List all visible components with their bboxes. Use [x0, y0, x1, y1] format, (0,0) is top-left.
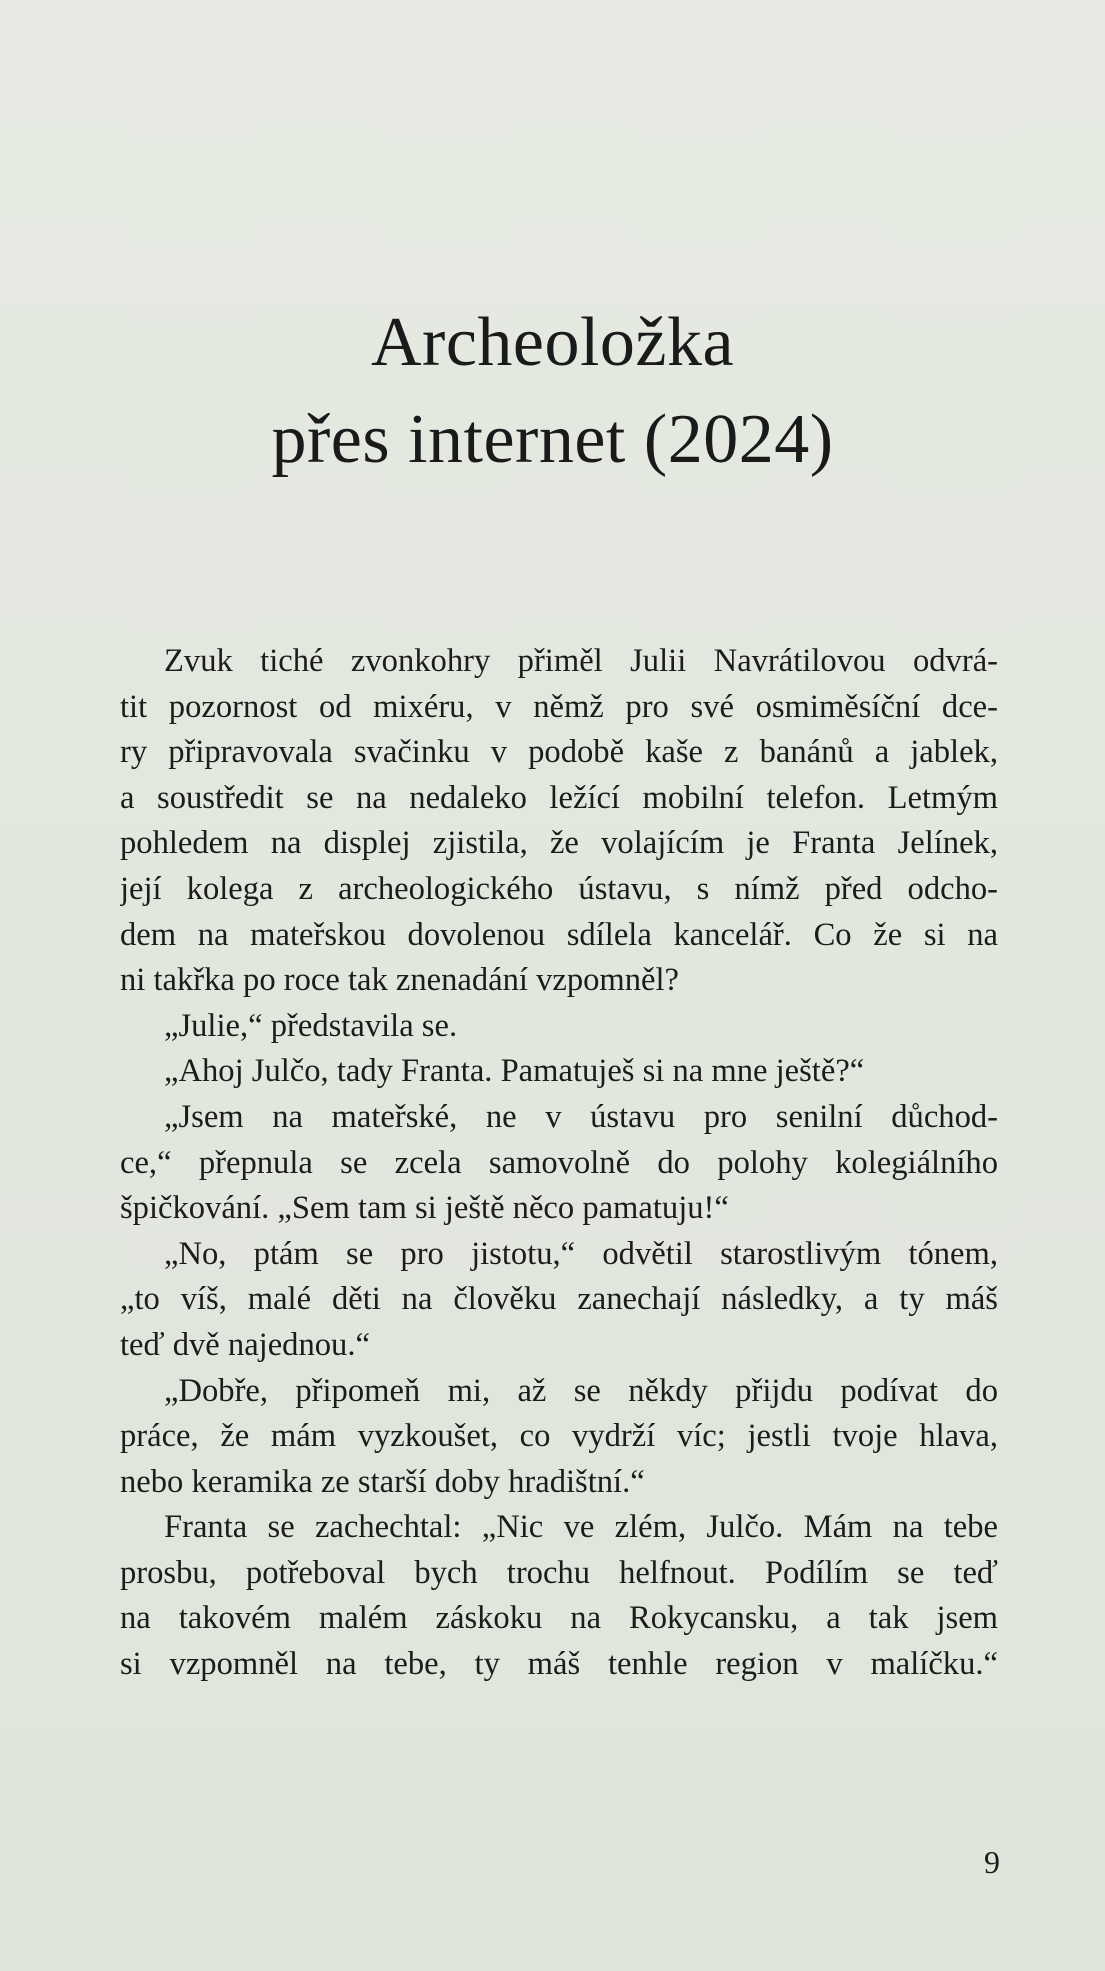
- text-line: ry připravovala svačinku v podobě kaše z banánů a jablek,: [120, 734, 998, 771]
- text-line: „Ahoj Julčo, tady Franta. Pamatuješ si na mne ještě?“: [164, 1053, 865, 1090]
- text-line: dem na mateřskou dovolenou sdílela kancelář. Co že si na: [120, 916, 998, 953]
- text-line: „Dobře, připomeň mi, až se někdy přijdu podívat do: [164, 1372, 998, 1409]
- text-line: ni takřka po roce tak znenadání vzpomněl?: [120, 962, 680, 999]
- text-line: pohledem na displej zjistila, že volajícím je Franta Jelínek,: [120, 825, 998, 862]
- text-line: nebo keramika ze starší doby hradištní.“: [120, 1463, 645, 1500]
- text-line: práce, že mám vyzkoušet, co vydrží víc; jestli tvoje hlava,: [120, 1418, 998, 1455]
- text-line: prosbu, potřeboval bych trochu helfnout. Podílím se teď: [120, 1554, 998, 1591]
- chapter-title-line-1: Archeoložka: [370, 304, 735, 381]
- text-line: si vzpomněl na tebe, ty máš tenhle region v malíčku.“: [120, 1646, 998, 1683]
- text-line: Zvuk tiché zvonkohry přiměl Julii Navrátilovou odvrá-: [164, 643, 998, 679]
- text-line: „Jsem na mateřské, ne v ústavu pro senilní důchod-: [164, 1098, 998, 1135]
- text-line: teď dvě najednou.“: [120, 1326, 370, 1363]
- chapter-title-line-2: přes internet (2024): [271, 401, 834, 478]
- text-line: Franta se zachechtal: „Nic ve zlém, Julčo. Mám na tebe: [164, 1509, 998, 1546]
- text-line: tit pozornost od mixéru, v němž pro své osmiměsíční dce-: [120, 688, 998, 725]
- text-line: „Julie,“ představila se.: [164, 1007, 458, 1044]
- text-line: „to víš, malé děti na člověku zanechají následky, a ty máš: [120, 1281, 998, 1318]
- chapter-body-text: [120, 639, 998, 1688]
- page-number: 9: [984, 1844, 1000, 1880]
- text-line: špičkování. „Sem tam si ještě něco pamatuju!“: [120, 1190, 729, 1227]
- text-line: ce,“ přepnula se zcela samovolně do polohy kolegiálního: [120, 1144, 998, 1181]
- text-line: a soustředit se na nedaleko ležící mobilní telefon. Letmým: [120, 779, 998, 816]
- text-line: její kolega z archeologického ústavu, s nímž před odcho-: [120, 870, 998, 907]
- text-line: na takovém malém záskoku na Rokycansku, a tak jsem: [120, 1600, 998, 1637]
- text-line: „No, ptám se pro jistotu,“ odvětil starostlivým tónem,: [164, 1235, 998, 1272]
